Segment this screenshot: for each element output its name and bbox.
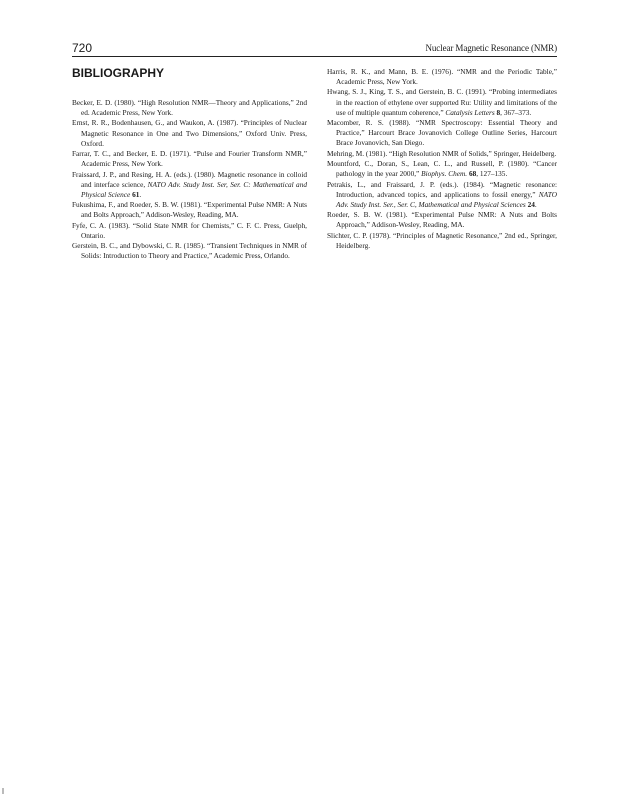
volume-number: 61	[132, 189, 140, 199]
journal-title: Biophys. Chem.	[421, 169, 468, 179]
bibliography-entry: Macomber, R. S. (1988). “NMR Spectroscopy: Essential Theory and Practice,” Harcourt Brace Jovanovich College Outline Series, Harcourt Brace Jovanovich, San Diego.	[327, 118, 557, 148]
journal-title: Catalysis Letters	[445, 107, 495, 117]
bibliography-entry: Becker, E. D. (1980). “High Resolution NMR—Theory and Applications,” 2nd ed. Academic Press, New York.	[72, 98, 307, 118]
bibliography-entry: Hwang, S. J., King, T. S., and Gerstein, B. C. (1991). “Probing intermediates in the reaction of ethylene over supported Ru: Utility and limitations of the use of multiple quantum coherence,” Catalysis Letters 8, 367–373.	[327, 87, 557, 117]
journal-title: NATO Adv. Study Inst. Ser., Ser. C, Mathematical and Physical Sciences	[336, 189, 557, 209]
bibliography-right-column	[327, 67, 557, 251]
bibliography-entry: Slichter, C. P. (1978). “Principles of Magnetic Resonance,” 2nd ed., Springer, Heidelberg.	[327, 230, 557, 250]
section-title: BIBLIOGRAPHY	[72, 66, 165, 80]
running-head: Nuclear Magnetic Resonance (NMR)	[425, 43, 557, 53]
bibliography-entry: Ernst, R. R., Bodenhausen, G., and Waukon, A. (1987). “Principles of Nuclear Magnetic Resonance in One and Two Dimensions,” Oxford Univ. Press, Oxford.	[72, 118, 307, 148]
bibliography-entry: Fukushima, F., and Roeder, S. B. W. (1981). “Experimental Pulse NMR: A Nuts and Bolts Approach,” Addison-Wesley, Reading, MA.	[72, 200, 307, 220]
volume-number: 24	[527, 199, 535, 209]
page-number: 720	[72, 41, 93, 55]
bibliography-left-column	[72, 98, 307, 262]
bibliography-entry: Fyfe, C. A. (1983). “Solid State NMR for Chemists,” C. F. C. Press, Guelph, Ontario.	[72, 220, 307, 240]
bibliography-entry: Roeder, S. B. W. (1981). “Experimental Pulse NMR: A Nuts and Bolts Approach,” Addison-Wesley, Reading, MA.	[327, 210, 557, 230]
bibliography-entry: Petrakis, L., and Fraissard, J. P. (eds.). (1984). “Magnetic resonance: Introduction, advanced topics, and applications to fossil energy,” NATO Adv. Study Inst. Ser., Ser. C, Mathematical and Physical Sciences 24.	[327, 179, 557, 209]
bibliography-entry: Mountford, C., Doran, S., Lean, C. L., and Russell, P. (1980). “Cancer pathology in the year 2000,” Biophys. Chem. 68, 127–135.	[327, 159, 557, 179]
header-rule	[72, 56, 557, 57]
volume-number: 68	[468, 169, 477, 179]
bibliography-entry: Gerstein, B. C., and Dybowski, C. R. (1985). “Transient Techniques in NMR of Solids: Introduction to Theory and Practice,” Academic Press, Orlando.	[72, 241, 307, 261]
bibliography-entry: Mehring, M. (1981). “High Resolution NMR of Solids,” Springer, Heidelberg.	[327, 148, 557, 158]
volume-number: 8	[496, 107, 501, 117]
scan-mark	[2, 788, 4, 794]
bibliography-entry: Fraissard, J. P., and Resing, H. A. (eds.). (1980). Magnetic resonance in colloid and interface science, NATO Adv. Study Inst. Ser, Ser. C: Mathematical and Physical Science 61.	[72, 169, 307, 199]
bibliography-entry: Farrar, T. C., and Becker, E. D. (1971). “Pulse and Fourier Transform NMR,” Academic Press, New York.	[72, 149, 307, 169]
bibliography-entry: Harris, R. K., and Mann, B. E. (1976). “NMR and the Periodic Table,” Academic Press, New York.	[327, 67, 557, 87]
journal-title: NATO Adv. Study Inst. Ser, Ser. C: Mathematical and Physical Science	[81, 179, 307, 199]
